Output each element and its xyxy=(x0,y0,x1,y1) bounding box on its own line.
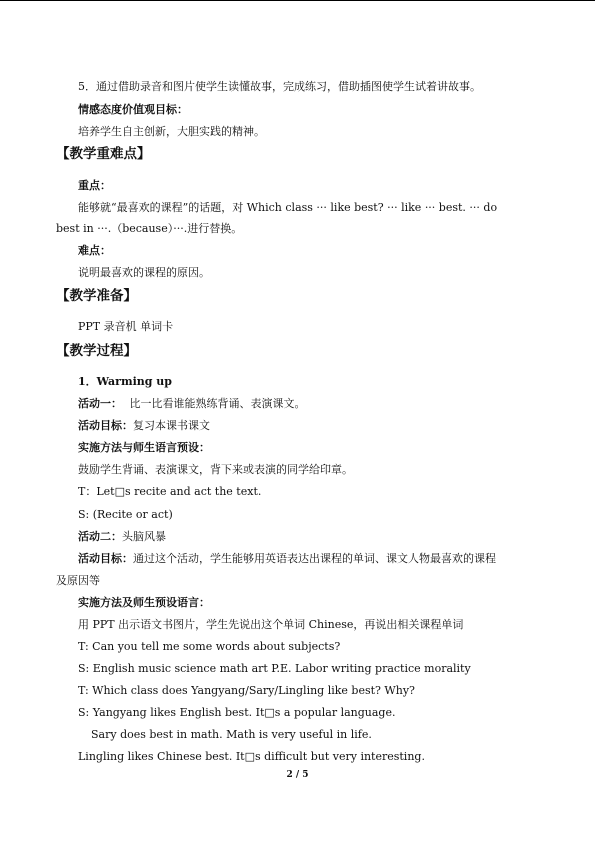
dialogue-s2: S: English music science math art P.E. Labor writing practice morality xyxy=(78,662,471,675)
goal-2 xyxy=(78,552,496,566)
goal-1-label: 活动目标： xyxy=(78,419,133,432)
method-1-label: 实施方法与师生语言预设： xyxy=(78,441,210,454)
key-text-line1: 能够就“最喜欢的课程”的话题，对 Which class ··· like best? ··· like ··· best. ··· do xyxy=(78,201,498,214)
key-text-line2: best in ···.（because）···.进行替换。 xyxy=(56,222,243,235)
goal-2-text-line1: 通过这个活动，学生能够用英语表达出课程的单词、课文人物最喜欢的课程 xyxy=(133,552,496,565)
difficulty-label: 难点： xyxy=(78,244,111,257)
goal-1 xyxy=(78,419,210,433)
dialogue-t3: T: Which class does Yangyang/Sary/Lingling like best? Why? xyxy=(78,684,415,697)
emotion-text: 培养学生自主创新，大胆实践的精神。 xyxy=(78,125,265,138)
dialogue-t1: T：Let□s recite and act the text. xyxy=(78,485,262,498)
activity-2-label: 活动二： xyxy=(78,530,122,543)
dialogue-s1: S: (Recite or act) xyxy=(78,508,173,521)
key-label: 重点： xyxy=(78,179,111,192)
activity-2 xyxy=(78,530,166,544)
method-1-text: 鼓励学生背诵、表演课文，背下来或表演的同学给印章。 xyxy=(78,463,353,476)
goal-2-text-line2: 及原因等 xyxy=(56,574,100,587)
prep-items: PPT 录音机 单词卡 xyxy=(78,320,174,333)
dialogue-t2: T: Can you tell me some words about subjects? xyxy=(78,640,341,653)
dialogue-s5: Lingling likes Chinese best. It□s difficult but very interesting. xyxy=(78,750,425,763)
method-2-text: 用 PPT 出示语文书图片，学生先说出这个单词 Chinese，再说出相关课程单词 xyxy=(78,618,464,631)
section-key-points: 【教学重难点】 xyxy=(56,146,151,162)
emotion-label: 情感态度价值观目标： xyxy=(78,103,188,116)
activity-1-text: 比一比看谁能熟练背诵、表演课文。 xyxy=(129,397,306,410)
dialogue-s4: Sary does best in math. Math is very useful in life. xyxy=(91,728,372,741)
activity-1-label: 活动一： xyxy=(78,397,122,410)
method-2-label: 实施方法及师生预设语言： xyxy=(78,596,210,609)
dialogue-s3: S: Yangyang likes English best. It□s a popular language. xyxy=(78,706,396,719)
section-prep: 【教学准备】 xyxy=(56,288,137,304)
goal-2-label: 活动目标： xyxy=(78,552,133,565)
item-5: 5．通过借助录音和图片使学生读懂故事，完成练习，借助插图使学生试着讲故事。 xyxy=(78,80,481,93)
activity-1 xyxy=(78,397,306,411)
page-number: 2 / 5 xyxy=(286,770,309,780)
activity-2-text: 头脑风暴 xyxy=(122,530,166,543)
goal-1-text: 复习本课书课文 xyxy=(133,419,210,432)
difficulty-text: 说明最喜欢的课程的原因。 xyxy=(78,266,210,279)
step-1-title: 1．Warming up xyxy=(78,375,172,388)
section-process: 【教学过程】 xyxy=(56,343,137,359)
